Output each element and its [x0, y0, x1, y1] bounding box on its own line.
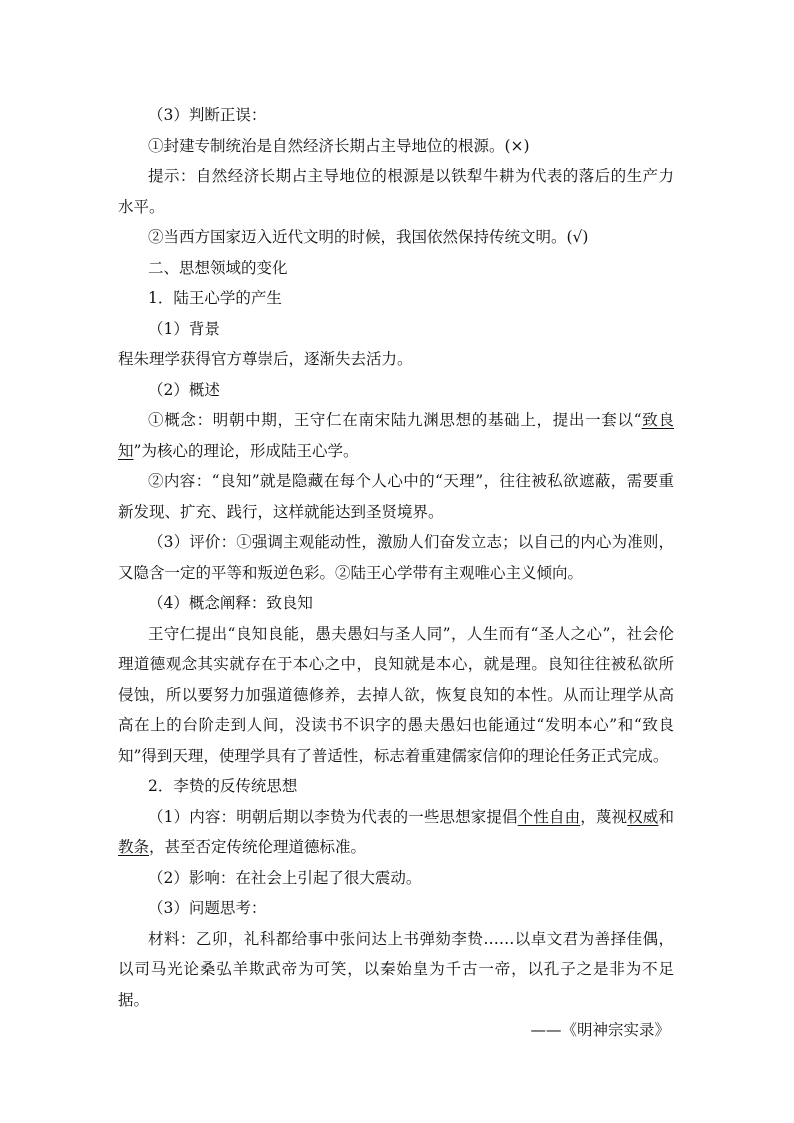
- document-page: [118, 100, 674, 1046]
- concept-text-a: ①概念：明朝中期，王守仁在南宋陆九渊思想的基础上，提出一套以“: [148, 411, 642, 429]
- lizhi-text-a: （1）内容：明朝后期以李贽为代表的一些思想家提倡: [148, 807, 518, 826]
- section-heading-judgement: （3）判断正误：: [148, 106, 267, 124]
- material-source: ——《明神宗实录》: [530, 1021, 670, 1039]
- subheading-luwang-xinxue: 1．陆王心学的产生: [148, 289, 282, 307]
- background-text: 程朱理学获得官方尊崇后，逐渐失去活力。: [118, 350, 413, 368]
- influence-line: （2）影响：在社会上引起了很大震动。: [148, 868, 422, 887]
- statement-2: ②当西方国家迈入近代文明的时候，我国依然保持传统文明。(√): [148, 228, 589, 246]
- subheading-question: （3）问题思考：: [148, 899, 267, 917]
- subheading-overview: （2）概述: [148, 380, 220, 399]
- statement-1: ①封建专制统治是自然经济长期占主导地位的根源。(×): [148, 136, 530, 155]
- evaluation-paragraph: （3）评价：①强调主观能动性，激励人们奋发立志；以自己的内心为准则，又隐含一定的平等和叛逆色彩。②陆王心学带有主观唯心主义倾向。: [118, 533, 674, 582]
- lizhi-text-b: ，蔑视: [580, 807, 628, 826]
- subheading-background: （1）背景: [148, 319, 220, 338]
- underlined-individual-freedom: 个性自由: [517, 807, 581, 826]
- section-heading-thought-changes: 二、思想领域的变化: [148, 258, 288, 277]
- subheading-lizhi: 2．李贽的反传统思想: [148, 777, 298, 795]
- concept-text-b: ”为核心的理论，形成陆王心学。: [133, 441, 359, 460]
- explanation-paragraph: 王守仁提出“良知良能，愚夫愚妇与圣人同”，人生而有“圣人之心”，社会伦理道德观念其实就存在于本心之中，良知就是本心，就是理。良知往往被私欲所侵蚀，所以要努力加强道德修养，去掉人欲，恢复良知的本性。从而让理学从高高在上的台阶走到人间，没读书不识字的愚夫愚妇也能通过“发明本心”和“致良知”得到天理，使理学具有了普适性，标志着重建儒家信仰的理论任务正式完成。: [118, 624, 674, 765]
- underlined-zhiliangzhi: 致良知: [118, 411, 674, 460]
- underlined-dogma: 教条: [118, 838, 150, 856]
- lizhi-content-paragraph: [118, 802, 674, 863]
- hint-paragraph: 提示：自然经济长期占主导地位的根源是以铁犁牛耕为代表的落后的生产力水平。: [118, 167, 674, 216]
- subheading-concept-explanation: （4）概念阐释：致良知: [148, 594, 313, 612]
- lizhi-text-c: 和: [658, 807, 674, 826]
- concept-paragraph: [118, 405, 674, 466]
- content-paragraph: ②内容：“良知”就是隐藏在每个人心中的“天理”，往往被私欲遮蔽，需要重新发现、扩充、践行，这样就能达到圣贤境界。: [118, 472, 674, 521]
- lizhi-text-d: ，甚至否定传统伦理道德标准。: [149, 838, 367, 856]
- material-paragraph: 材料：乙卯，礼科都给事中张问达上书弹劾李贽……以卓文君为善择佳偶，以司马光论桑弘羊欺武帝为可笑，以秦始皇为千古一帝，以孔子之是非为不足据。: [118, 929, 674, 1009]
- underlined-authority: 权威: [627, 807, 659, 826]
